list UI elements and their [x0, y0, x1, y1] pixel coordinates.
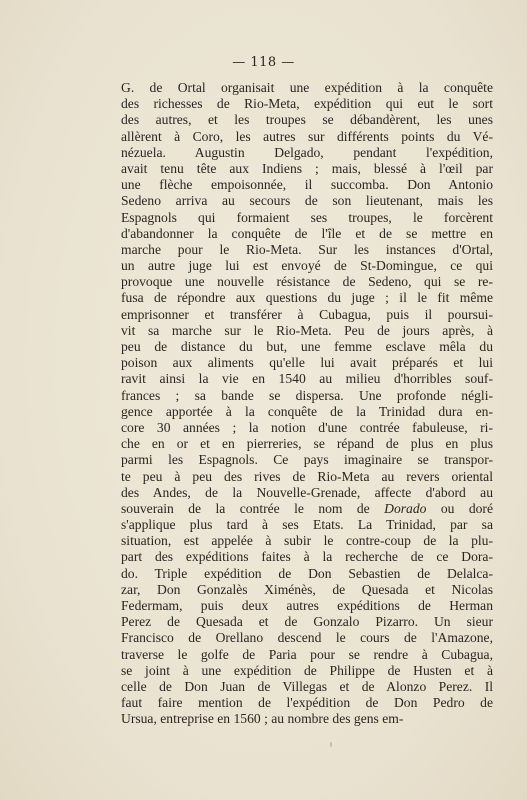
text-line: ravit ainsi la vie en 1540 au milieu d'horribles souf- [121, 371, 493, 387]
text-line: nézuela. Augustin Delgado, pendant l'expédition, [121, 144, 493, 160]
text-line: Espagnols qui formaient ses troupes, le forcèrent [121, 209, 493, 225]
text-line: core 30 années ; la notion d'une contrée fabuleuse, ri- [121, 419, 493, 435]
text-line: se joint à une expédition de Philippe de Husten et à [121, 662, 493, 678]
text-line: des autres, et les troupes se débandèrent, les unes [121, 112, 493, 128]
text-line: provoque une nouvelle résistance de Sedeno, qui se re- [121, 274, 493, 290]
text-line: d'abandonner la conquête de l'île et de se mettre en [121, 225, 493, 241]
text-line: marche pour le Rio-Meta. Sur les instances d'Ortal, [121, 241, 493, 257]
italic-term: Dorado [384, 500, 427, 516]
text-line: te peu à peu des rives de Rio-Meta au revers oriental [121, 468, 493, 484]
text-line: poison aux aliments qu'elle lui avait préparés et lui [121, 355, 493, 371]
text-line: G. de Ortal organisait une expédition à la conquête [121, 80, 493, 95]
text-line: situation, est appelée à subir le contre-coup de la plu- [121, 533, 493, 549]
text-line: frances ; sa bande se dispersa. Une profonde négli- [121, 387, 493, 403]
text-line: Federmam, puis deux autres expéditions de Herman [121, 598, 493, 613]
text-line: che en or et en pierreries, se répand de plus en plus [121, 436, 493, 452]
text-line: une flèche empoisonnée, il succomba. Don Antonio [121, 177, 493, 193]
text-line: emprisonner et transférer à Cubagua, puis il poursui- [121, 306, 493, 322]
text-line: vit sa marche sur le Rio-Meta. Peu de jours après, à [121, 322, 493, 338]
text-line: part des expéditions faites à la recherche de ce Dora- [121, 549, 493, 565]
text-line: traverse le golfe de Paria pour se rendre à Cubagua, [121, 646, 493, 662]
text-line: gence apportée à la conquête de la Trinidad dura en- [121, 403, 493, 419]
line-text: ou doré [440, 500, 493, 516]
text-line: faut faire mention de l'expédition de Don Pedro de [121, 695, 493, 711]
text-line-mixed [121, 501, 493, 517]
text-line: Sedeno arriva au secours de son lieutenant, mais les [121, 193, 493, 209]
text-line: allèrent à Coro, les autres sur différents points du Vé- [121, 128, 493, 144]
text-line: celle de Don Juan de Villegas et de Alonzo Perez. Il [121, 678, 493, 694]
body-paragraph [121, 80, 493, 728]
text-line: Francisco de Orellano descend le cours de l'Amazone, [121, 630, 493, 646]
text-line: do. Triple expédition de Don Sebastien de Delalca- [121, 565, 493, 581]
text-line: parmi les Espagnols. Ce pays imaginaire se transpor- [121, 452, 493, 468]
text-line: zar, Don Gonzalès Ximénès, de Quesada et Nicolas [121, 581, 493, 597]
text-line: peu de distance du but, une femme esclave mêla du [121, 339, 493, 354]
text-line: Perez de Quesada et de Gonzalo Pizarro. Un sieur [121, 614, 493, 630]
paper-speck [330, 742, 332, 747]
text-line: s'applique plus tard à ses Etats. La Trinidad, par sa [121, 517, 493, 533]
text-line: fusa de répondre aux questions du juge ; il le fit même [121, 290, 493, 306]
page-number: — 118 — [232, 55, 295, 70]
text-line: des Andes, de la Nouvelle-Grenade, affecte d'abord au [121, 484, 493, 500]
line-text: souverain de la contrée le nom de [121, 500, 370, 516]
text-line: avait tenu tête aux Indiens ; mais, blessé à l'œil par [121, 160, 493, 176]
text-line: des richesses de Rio-Meta, expédition qui eut le sort [121, 96, 493, 112]
text-line: Ursua, entreprise en 1560 ; au nombre des gens em- [121, 711, 404, 727]
text-line: un autre juge lui est envoyé de St-Domingue, ce qui [121, 258, 493, 274]
